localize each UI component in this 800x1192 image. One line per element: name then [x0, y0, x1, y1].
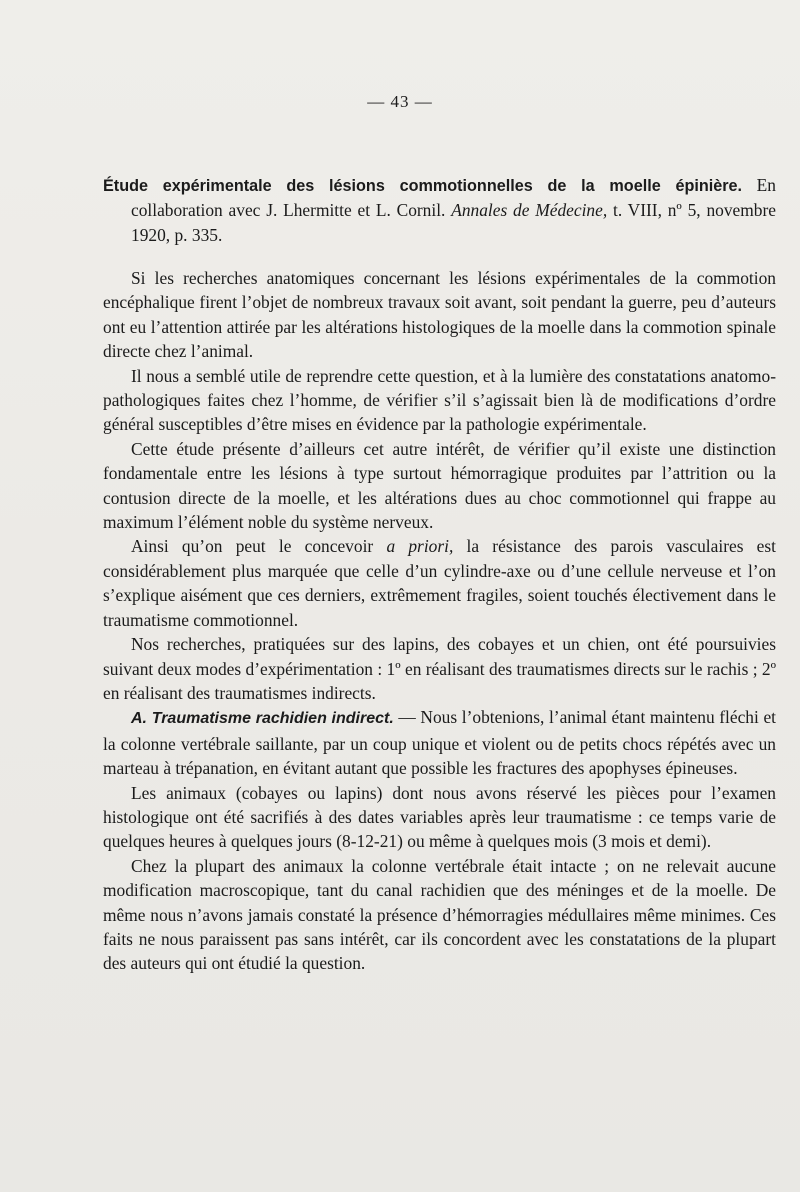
bibliographic-reference: [103, 173, 776, 247]
reference-details: t. VIII, nº 5, novembre 1920, p. 335.: [131, 200, 776, 245]
page-number: — 43 —: [367, 92, 433, 111]
reference-entry: [103, 173, 776, 247]
paragraph-4-start: Ainsi qu’on peut le concevoir: [131, 536, 374, 557]
paragraph-4-end: la résistance des parois vasculaires est considérablement plus marquée que celle d’un cylindre-axe ou d’une cellule nerveuse et l’on s’explique aisément que ces derniers, extrêmement fragiles, soient touchés électivement dans le traumatisme commotionnel.: [103, 536, 777, 630]
paragraph-6: [103, 705, 776, 780]
section-label: A. Traumatisme rachidien indirect.: [131, 710, 394, 728]
paragraph-6-text: — Nous l’obtenions, l’animal étant maintenu fléchi et la colonne vertébrale saillante, par un coup unique et violent ou de petits chocs répétés avec un marteau à trépanation, en évitant autant que possible les fractures des apophyses épineuses.: [103, 707, 776, 779]
paragraph-3: Cette étude présente d’ailleurs cet autre intérêt, de vérifier qu’il existe une distinction fondamentale entre les lésions à type surtout hémorragique produites par l’attrition ou la contusion directe de la moelle, et les altérations dues au choc commotionnel qui frappe au maximum l’élément noble du système nerveux.: [103, 438, 776, 533]
paragraph-5: Nos recherches, pratiquées sur des lapins, des cobayes et un chien, ont été poursuivies suivant deux modes d’expérimentation : 1º en réalisant des traumatismes directs sur le rachis ; 2º en réalisant des traumatismes indirects.: [103, 634, 776, 703]
body-text: [103, 266, 776, 976]
paragraph-4-italic: a priori,: [386, 536, 454, 557]
reference-title: Étude expérimentale des lésions commotionnelles de la moelle épinière.: [103, 177, 743, 195]
reference-journal: Annales de Médecine,: [451, 200, 608, 221]
paragraph-2: Il nous a semblé utile de reprendre cette question, et à la lumière des constatations anatomo-pathologiques faites chez l’homme, de vérifier s’il s’agissait bien là de modifications d’ordre général susceptibles d’être mises en évidence par la pathologie expérimentale.: [103, 365, 776, 435]
reference-collaboration: En collaboration avec J. Lhermitte et L. Cornil.: [131, 175, 776, 221]
paragraph-7: Les animaux (cobayes ou lapins) dont nous avons réservé les pièces pour l’examen histologique ont été sacrifiés à des dates variables après leur traumatisme : ce temps varie de quelques heures à quelques jours (8-12-21) ou même à quelques mois (3 mois et demi).: [103, 782, 776, 852]
paragraph-8: Chez la plupart des animaux la colonne vertébrale était intacte ; on ne relevait aucune modification macroscopique, tant du canal rachidien que des méninges et de la moelle. De même nous n’avons jamais constaté la présence d’hémorragies médullaires même minimes. Ces faits ne nous paraissent pas sans intérêt, car ils concordent avec les constatations de la plupart des auteurs qui ont étudié la question.: [103, 855, 776, 974]
paragraph-4: [103, 534, 776, 632]
paragraph-1: Si les recherches anatomiques concernant les lésions expérimentales de la commotion encéphalique firent l’objet de nombreux travaux soit avant, soit pendant la guerre, peu d’auteurs ont eu l’attention attirée par les altérations histologiques de la moelle dans la commotion spinale directe chez l’animal.: [103, 268, 776, 362]
